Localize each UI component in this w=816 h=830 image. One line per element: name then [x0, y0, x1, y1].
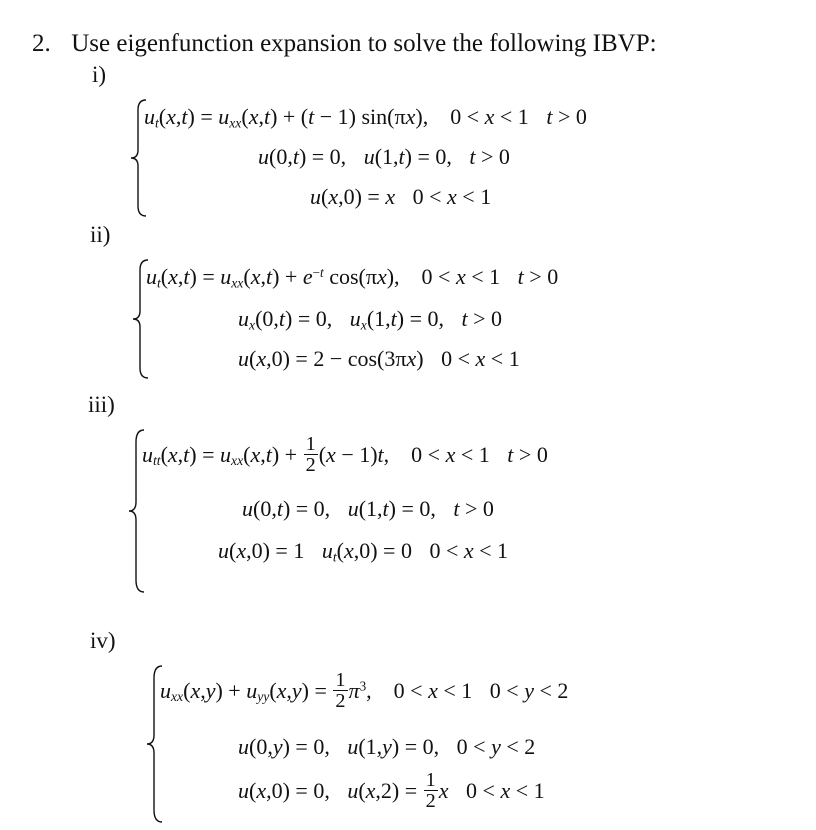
equation-ii-bc: $u_x(0,t) = 0$, $u_x(1,t) = 0$, t > 0	[238, 306, 503, 333]
equation-ii-ic: u(x,0) = 2 − cos(3πx) 0 < x < 1	[238, 346, 520, 371]
equation-iv-ic: u(x,0) = 0, u(x,2) = $\frac{1}{2}$ x 0 < x < 1	[238, 769, 545, 813]
part-label-iv: iv)	[90, 628, 116, 653]
equation-iv-pde: $u_{xx}(x,y) + u_{yy}(x,y)$ = $\frac{1}{2}$ $\pi^3$, 0 < x < 1 0 < y < 2	[160, 669, 569, 713]
part-label-ii: ii)	[90, 222, 111, 247]
fraction-one-half: $\frac{1}{2}$	[305, 433, 316, 477]
fraction-one-half: $\frac{1}{2}$	[335, 669, 346, 713]
fraction-one-half: $\frac{1}{2}$	[425, 769, 436, 813]
equation-i-bc: u(0,t) = 0, u(1,t) = 0, t > 0	[258, 144, 510, 169]
problem-heading	[32, 30, 657, 58]
equation-iii-bc: u(0,t) = 0, u(1,t) = 0, t > 0	[242, 496, 494, 521]
part-label-iii: iii)	[88, 392, 115, 417]
equation-iv-bc: u(0,y) = 0, u(1,y) = 0, 0 < y < 2	[238, 734, 536, 759]
problem-instruction: Use eigenfunction expansion to solve the following IBVP:	[71, 30, 657, 57]
equation-iii-ic: u(x,0) = 1 $u_t(x,0) = 0$ 0 < x < 1	[218, 538, 509, 565]
part-label-i: i)	[92, 62, 107, 87]
equation-i-pde: $u_t(x,t) = u_{xx}(x,t) + (t - 1)$ sin(πx), 0 < x < 1 t > 0	[144, 104, 587, 131]
equation-ii-pde: $u_t(x,t) = u_{xx}(x,t) + e^{-t}$ cos(πx), 0 < x < 1 t > 0	[146, 264, 559, 291]
equation-i-ic: u(x,0) = x 0 < x < 1	[310, 184, 492, 209]
problem-number: 2.	[32, 30, 51, 57]
equation-iii-pde: $u_{tt}(x,t) = u_{xx}(x,t)$ + $\frac{1}{2}$ (x − 1)t, 0 < x < 1 t > 0	[142, 433, 548, 477]
